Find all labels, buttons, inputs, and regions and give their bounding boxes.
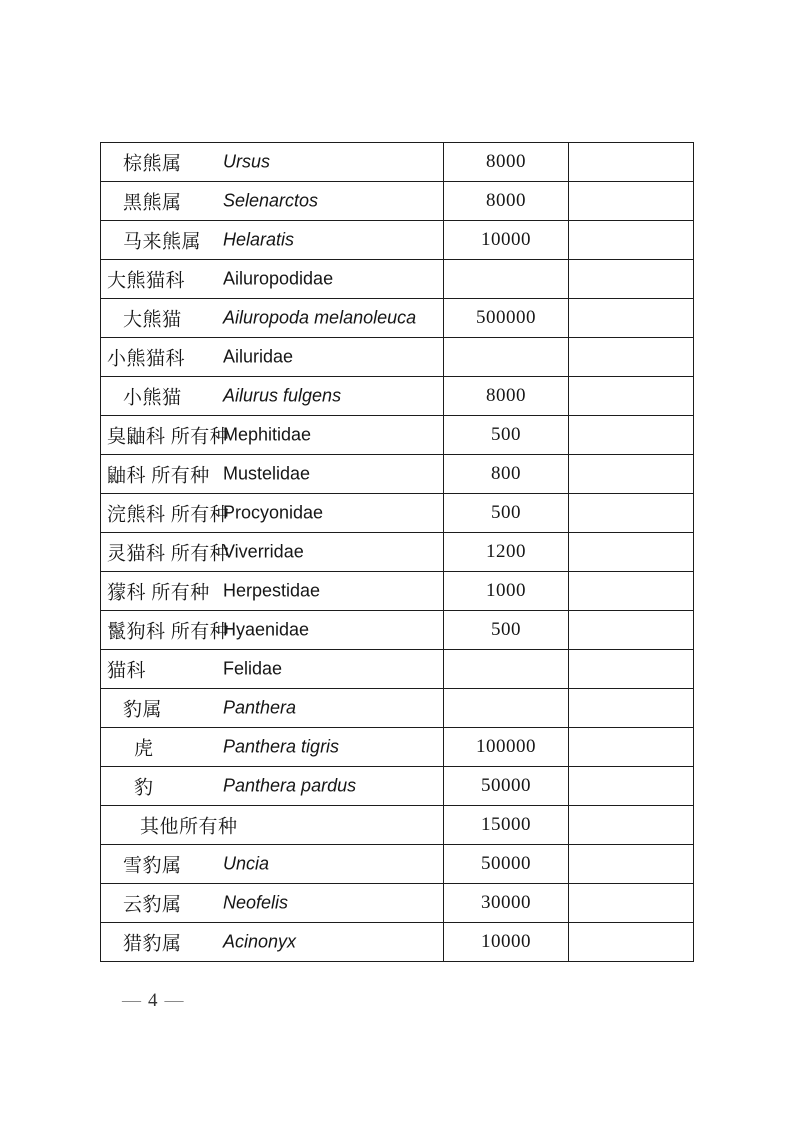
latin-name: Helaratis bbox=[223, 229, 295, 250]
latin-name: Procyonidae bbox=[223, 502, 324, 523]
latin-name: Uncia bbox=[223, 853, 270, 874]
name-cell bbox=[101, 767, 444, 805]
chinese-name: 虎 bbox=[134, 738, 154, 760]
chinese-name: 浣熊科 所有种 bbox=[107, 504, 230, 526]
count-cell: 500 bbox=[444, 611, 569, 649]
name-cell bbox=[101, 299, 444, 337]
empty-cell bbox=[569, 572, 693, 610]
table-row bbox=[101, 376, 693, 415]
latin-name: Panthera bbox=[223, 697, 297, 718]
latin-name: Ailuropoda melanoleuca bbox=[223, 307, 417, 328]
count-cell: 15000 bbox=[444, 806, 569, 844]
table-row bbox=[101, 844, 693, 883]
name-cell bbox=[101, 260, 444, 298]
name-cell bbox=[101, 455, 444, 493]
latin-name: Hyaenidae bbox=[223, 619, 310, 640]
latin-name: Panthera tigris bbox=[223, 736, 340, 757]
empty-cell bbox=[569, 767, 693, 805]
table-row bbox=[101, 727, 693, 766]
count-cell: 1200 bbox=[444, 533, 569, 571]
name-cell bbox=[101, 923, 444, 961]
count-cell: 10000 bbox=[444, 221, 569, 259]
empty-cell bbox=[569, 143, 693, 181]
table-row bbox=[101, 610, 693, 649]
count-cell: 8000 bbox=[444, 377, 569, 415]
name-cell bbox=[101, 416, 444, 454]
table-row bbox=[101, 143, 693, 181]
chinese-name: 鬣狗科 所有种 bbox=[107, 621, 230, 643]
count-cell: 30000 bbox=[444, 884, 569, 922]
empty-cell bbox=[569, 338, 693, 376]
table-row bbox=[101, 220, 693, 259]
name-cell bbox=[101, 182, 444, 220]
empty-cell bbox=[569, 728, 693, 766]
count-cell: 500000 bbox=[444, 299, 569, 337]
name-cell bbox=[101, 611, 444, 649]
name-cell bbox=[101, 377, 444, 415]
chinese-name: 小熊猫 bbox=[123, 387, 182, 409]
count-cell: 100000 bbox=[444, 728, 569, 766]
species-table bbox=[100, 142, 694, 962]
latin-name: Acinonyx bbox=[223, 931, 297, 952]
page-footer bbox=[122, 990, 184, 1012]
name-cell bbox=[101, 143, 444, 181]
empty-cell bbox=[569, 533, 693, 571]
empty-cell bbox=[569, 611, 693, 649]
empty-cell bbox=[569, 806, 693, 844]
table-row bbox=[101, 454, 693, 493]
table-row bbox=[101, 649, 693, 688]
latin-name: Mustelidae bbox=[223, 463, 311, 484]
name-cell bbox=[101, 884, 444, 922]
latin-name: Ailurus fulgens bbox=[223, 385, 342, 406]
empty-cell bbox=[569, 416, 693, 454]
chinese-name: 云豹属 bbox=[123, 894, 182, 916]
count-cell: 10000 bbox=[444, 923, 569, 961]
empty-cell bbox=[569, 494, 693, 532]
count-cell bbox=[444, 689, 569, 727]
latin-name: Mephitidae bbox=[223, 424, 312, 445]
chinese-name: 鼬科 所有种 bbox=[107, 465, 210, 487]
empty-cell bbox=[569, 884, 693, 922]
table-row bbox=[101, 493, 693, 532]
count-cell: 500 bbox=[444, 416, 569, 454]
latin-name: Ursus bbox=[223, 151, 271, 172]
count-cell bbox=[444, 338, 569, 376]
table-row bbox=[101, 181, 693, 220]
chinese-name: 豹属 bbox=[123, 699, 163, 721]
chinese-name: 雪豹属 bbox=[123, 855, 182, 877]
latin-name: Viverridae bbox=[223, 541, 304, 562]
table-row bbox=[101, 688, 693, 727]
empty-cell bbox=[569, 377, 693, 415]
latin-name: Herpestidae bbox=[223, 580, 321, 601]
empty-cell bbox=[569, 689, 693, 727]
latin-name: Felidae bbox=[223, 658, 283, 679]
table-row bbox=[101, 805, 693, 844]
chinese-name: 獴科 所有种 bbox=[107, 582, 210, 604]
table-row bbox=[101, 571, 693, 610]
name-cell bbox=[101, 650, 444, 688]
chinese-name: 小熊猫科 bbox=[107, 348, 186, 370]
footer-dash-right: — bbox=[164, 990, 184, 1011]
name-cell bbox=[101, 845, 444, 883]
table-row bbox=[101, 922, 693, 961]
chinese-name: 黑熊属 bbox=[123, 192, 182, 214]
chinese-name: 马来熊属 bbox=[123, 231, 202, 253]
table-row bbox=[101, 337, 693, 376]
footer-dash-left: — bbox=[122, 990, 141, 1011]
latin-name: Ailuropodidae bbox=[223, 268, 334, 289]
latin-name: Neofelis bbox=[223, 892, 289, 913]
chinese-name: 猎豹属 bbox=[123, 933, 182, 955]
chinese-name: 大熊猫 bbox=[123, 309, 182, 331]
chinese-name: 臭鼬科 所有种 bbox=[107, 426, 230, 448]
empty-cell bbox=[569, 923, 693, 961]
latin-name: Panthera pardus bbox=[223, 775, 357, 796]
chinese-name: 其他所有种 bbox=[140, 816, 238, 838]
table-row bbox=[101, 883, 693, 922]
empty-cell bbox=[569, 260, 693, 298]
name-cell bbox=[101, 221, 444, 259]
empty-cell bbox=[569, 650, 693, 688]
name-cell bbox=[101, 728, 444, 766]
chinese-name: 猫科 bbox=[107, 660, 147, 682]
chinese-name: 棕熊属 bbox=[123, 153, 182, 175]
page-number: 4 bbox=[148, 990, 158, 1011]
name-cell bbox=[101, 533, 444, 571]
empty-cell bbox=[569, 221, 693, 259]
count-cell: 800 bbox=[444, 455, 569, 493]
name-cell bbox=[101, 494, 444, 532]
count-cell: 50000 bbox=[444, 845, 569, 883]
name-cell bbox=[101, 806, 444, 844]
chinese-name: 豹 bbox=[134, 777, 154, 799]
table-row bbox=[101, 298, 693, 337]
count-cell: 50000 bbox=[444, 767, 569, 805]
empty-cell bbox=[569, 845, 693, 883]
name-cell bbox=[101, 338, 444, 376]
count-cell: 8000 bbox=[444, 182, 569, 220]
chinese-name: 灵猫科 所有种 bbox=[107, 543, 230, 565]
chinese-name: 大熊猫科 bbox=[107, 270, 186, 292]
name-cell bbox=[101, 572, 444, 610]
empty-cell bbox=[569, 299, 693, 337]
empty-cell bbox=[569, 455, 693, 493]
latin-name: Selenarctos bbox=[223, 190, 319, 211]
table-row bbox=[101, 766, 693, 805]
count-cell bbox=[444, 260, 569, 298]
table-row bbox=[101, 259, 693, 298]
empty-cell bbox=[569, 182, 693, 220]
count-cell: 1000 bbox=[444, 572, 569, 610]
count-cell: 500 bbox=[444, 494, 569, 532]
table-row bbox=[101, 532, 693, 571]
count-cell: 8000 bbox=[444, 143, 569, 181]
latin-name: Ailuridae bbox=[223, 346, 294, 367]
name-cell bbox=[101, 689, 444, 727]
count-cell bbox=[444, 650, 569, 688]
table-row bbox=[101, 415, 693, 454]
